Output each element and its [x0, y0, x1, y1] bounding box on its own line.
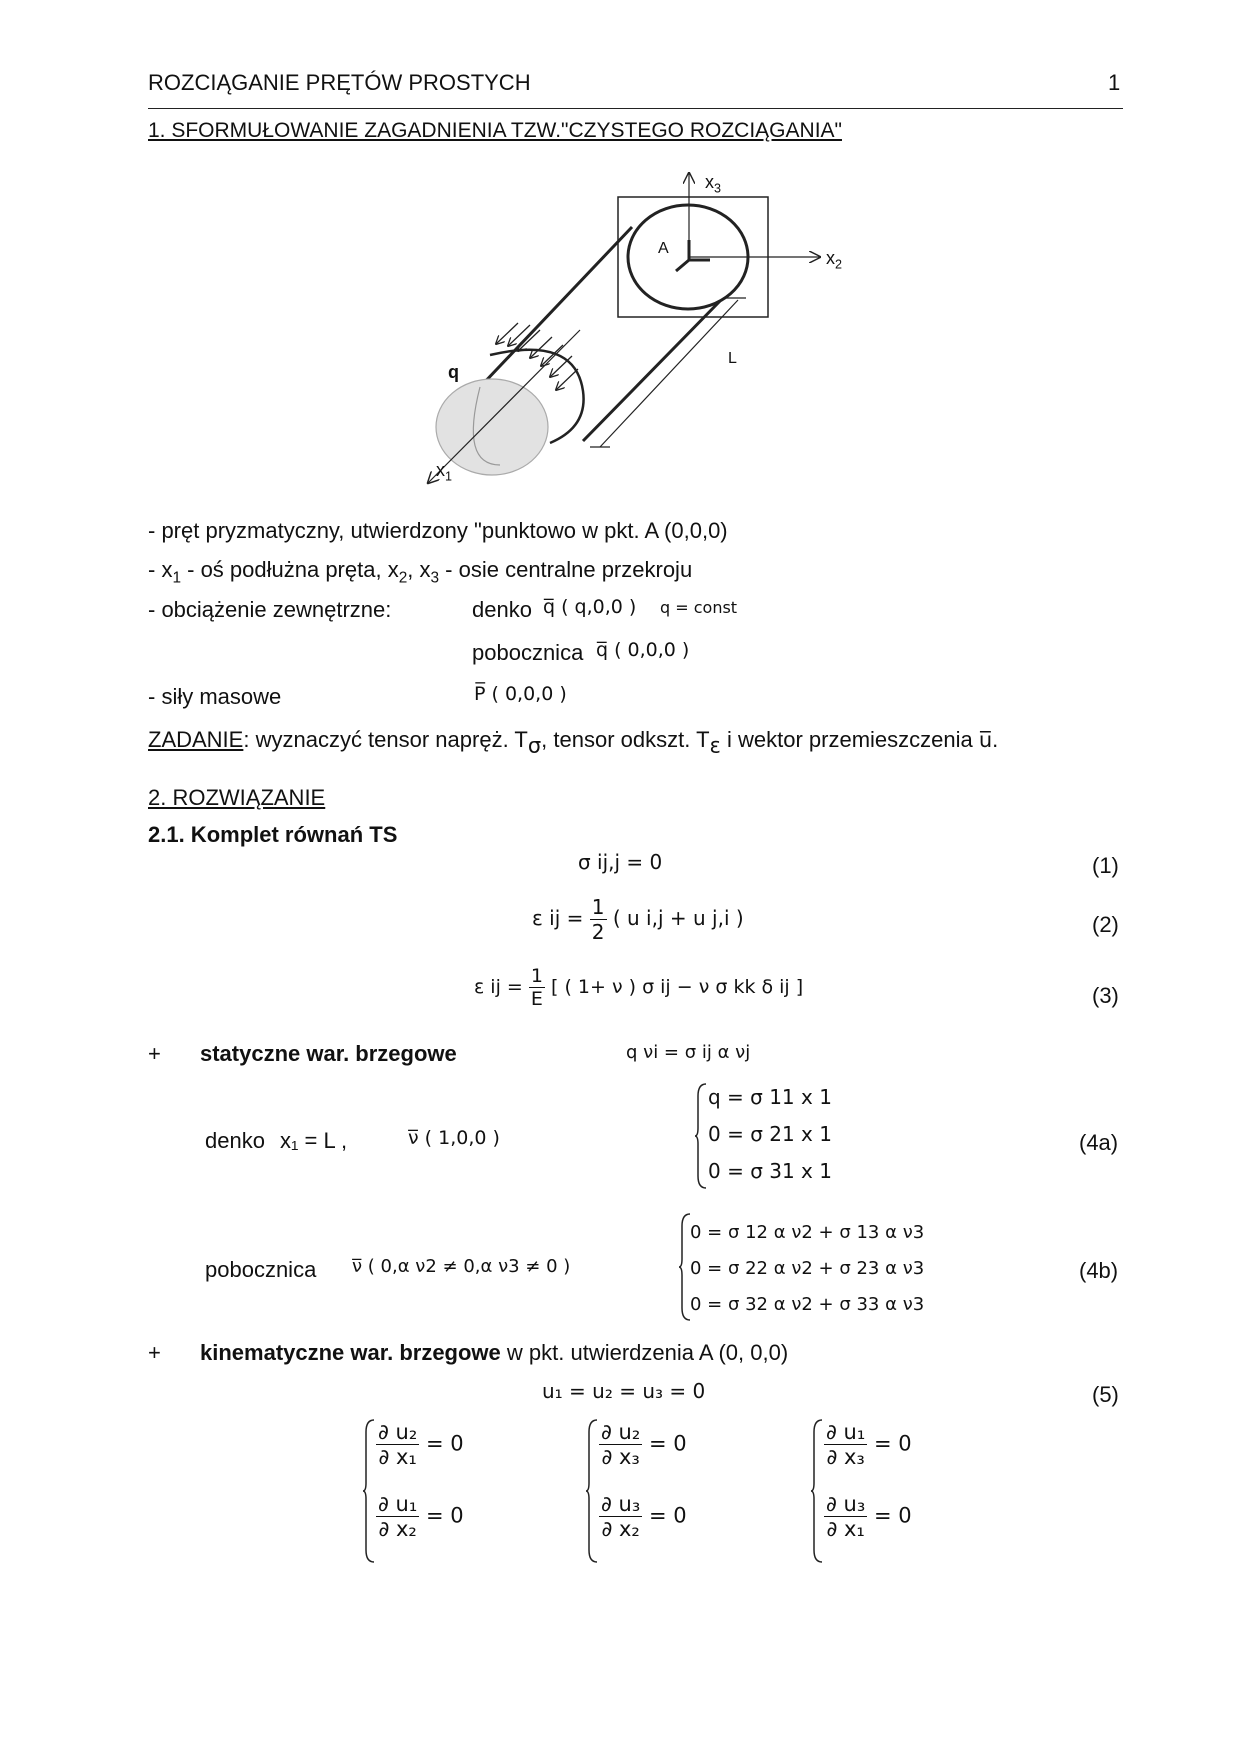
kinematic-condition-3-2 — [824, 1492, 912, 1541]
load-denko-vector: q̅ ( q,0,0 ) — [543, 596, 637, 618]
plus-kinematic: + — [148, 1340, 161, 1365]
system-4b-row1: 0 = σ 12 α ν2 + σ 13 α ν3 — [690, 1222, 925, 1243]
equation-3-number: (3) — [1092, 983, 1119, 1008]
equation-2-number: (2) — [1092, 912, 1119, 937]
kinematic-condition-2-2 — [599, 1492, 687, 1541]
label-x3: $x_3$ — [705, 172, 722, 196]
page-number: 1 — [1108, 70, 1121, 95]
equation-2: ε ij = $\frac{1}{2}$ ( u i,j + u j,i ) — [532, 895, 744, 944]
bullet-load: - obciążenie zewnętrzne: — [148, 597, 392, 622]
derivative-numerator: ∂ u₃ — [601, 1492, 641, 1516]
load-const: q = const — [660, 598, 738, 617]
task-statement: ZADANIE: wyznaczyć tensor napręż. $T_\sigma$, tensor odkszt. $T_\varepsilon$ i wektor przemieszczenia u̅. — [148, 727, 999, 758]
equation-4b-number: (4b) — [1079, 1258, 1119, 1283]
derivative-numerator: ∂ u₁ — [826, 1420, 866, 1444]
bar-figure — [420, 165, 860, 490]
label-A: A — [658, 240, 669, 257]
equation-1-number: (1) — [1092, 853, 1119, 878]
system-4b-row2: 0 = σ 22 α ν2 + σ 23 α ν3 — [690, 1258, 925, 1279]
label-L: L — [728, 350, 737, 367]
derivative-denominator: ∂ x₃ — [826, 1445, 865, 1469]
static-bc-formula: q νi = σ ij α νj — [626, 1042, 751, 1063]
brace-kinematic-system-3 — [810, 1418, 824, 1564]
section1-heading: 1. SFORMUŁOWANIE ZAGADNIENIA TZW."CZYSTEGO ROZCIĄGANIA" — [148, 119, 842, 142]
derivative-denominator: ∂ x₂ — [601, 1517, 640, 1541]
body-force-vector: P̅ ( 0,0,0 ) — [474, 683, 567, 705]
bullet-axes: - $x_1$ - oś podłużna pręta, $x_2$, $x_3$ - osie centralne przekroju — [148, 557, 693, 587]
load-pob-label: pobocznica — [472, 640, 584, 665]
derivative-denominator: ∂ x₁ — [826, 1517, 865, 1541]
load-denko-label: denko — [472, 597, 532, 622]
header-rule — [148, 108, 1123, 109]
section2-heading: 2. ROZWIĄZANIE — [148, 785, 326, 810]
equals-zero: = 0 — [867, 1431, 912, 1456]
equals-zero: = 0 — [419, 1503, 464, 1528]
derivative-numerator: ∂ u₂ — [601, 1420, 641, 1444]
label-x1: $x_1$ — [436, 460, 453, 484]
page-header-title: ROZCIĄGANIE PRĘTÓW PROSTYCH — [148, 70, 531, 95]
equals-zero: = 0 — [867, 1503, 912, 1528]
kinematic-bc-line: kinematyczne war. brzegowe w pkt. utwierdzenia A (0, 0,0) — [200, 1340, 789, 1365]
derivative-numerator: ∂ u₃ — [826, 1492, 866, 1516]
brace-kinematic-system-2 — [585, 1418, 599, 1564]
load-pob-vector: q̅ ( 0,0,0 ) — [596, 639, 690, 661]
derivative-numerator: ∂ u₂ — [378, 1420, 418, 1444]
kinematic-condition-2-1 — [599, 1420, 687, 1469]
brace-kinematic-system-1 — [362, 1418, 376, 1564]
brace-4a — [694, 1082, 708, 1190]
bullet-body-forces: - siły masowe — [148, 684, 282, 709]
equation-3: ε ij = $\frac{1}{E}$ [ ( 1+ ν ) σ ij − ν σ kk δ ij ] — [474, 965, 804, 1010]
static-bc-label: statyczne war. brzegowe — [200, 1041, 457, 1066]
label-q: q — [448, 362, 459, 382]
pobocznica-normal: ν̅ ( 0,α ν2 ≠ 0,α ν3 ≠ 0 ) — [352, 1256, 571, 1277]
label-x2: $x_2$ — [826, 248, 843, 272]
derivative-denominator: ∂ x₃ — [601, 1445, 640, 1469]
system-4a-row1: q = σ 11 x 1 — [708, 1085, 832, 1109]
derivative-numerator: ∂ u₁ — [378, 1492, 418, 1516]
bullet-bar: - pręt pryzmatyczny, utwierdzony "punktowo w pkt. A (0,0,0) — [148, 518, 728, 543]
system-4a-row2: 0 = σ 21 x 1 — [708, 1122, 832, 1146]
equation-5: u₁ = u₂ = u₃ = 0 — [542, 1379, 706, 1403]
loaded-end-section — [436, 379, 548, 475]
plus-static: + — [148, 1041, 161, 1066]
kinematic-condition-1-2 — [376, 1492, 464, 1541]
equals-zero: = 0 — [642, 1431, 687, 1456]
pobocznica-label: pobocznica — [205, 1257, 317, 1282]
equals-zero: = 0 — [642, 1503, 687, 1528]
denko-normal: ν̅ ( 1,0,0 ) — [408, 1127, 500, 1149]
equals-zero: = 0 — [419, 1431, 464, 1456]
equation-1: σ ij,j = 0 — [578, 850, 663, 874]
kinematic-condition-1-1 — [376, 1420, 464, 1469]
system-4a-row3: 0 = σ 31 x 1 — [708, 1159, 832, 1183]
denko-label: denko — [205, 1128, 265, 1153]
equation-5-number: (5) — [1092, 1382, 1119, 1407]
kinematic-condition-3-1 — [824, 1420, 912, 1469]
system-4b-row3: 0 = σ 32 α ν2 + σ 33 α ν3 — [690, 1294, 925, 1315]
section2-1-heading: 2.1. Komplet równań TS — [148, 822, 398, 847]
equation-4a-number: (4a) — [1079, 1130, 1119, 1155]
denko-condition: x₁ = L , — [280, 1128, 348, 1153]
derivative-denominator: ∂ x₁ — [378, 1445, 417, 1469]
derivative-denominator: ∂ x₂ — [378, 1517, 417, 1541]
